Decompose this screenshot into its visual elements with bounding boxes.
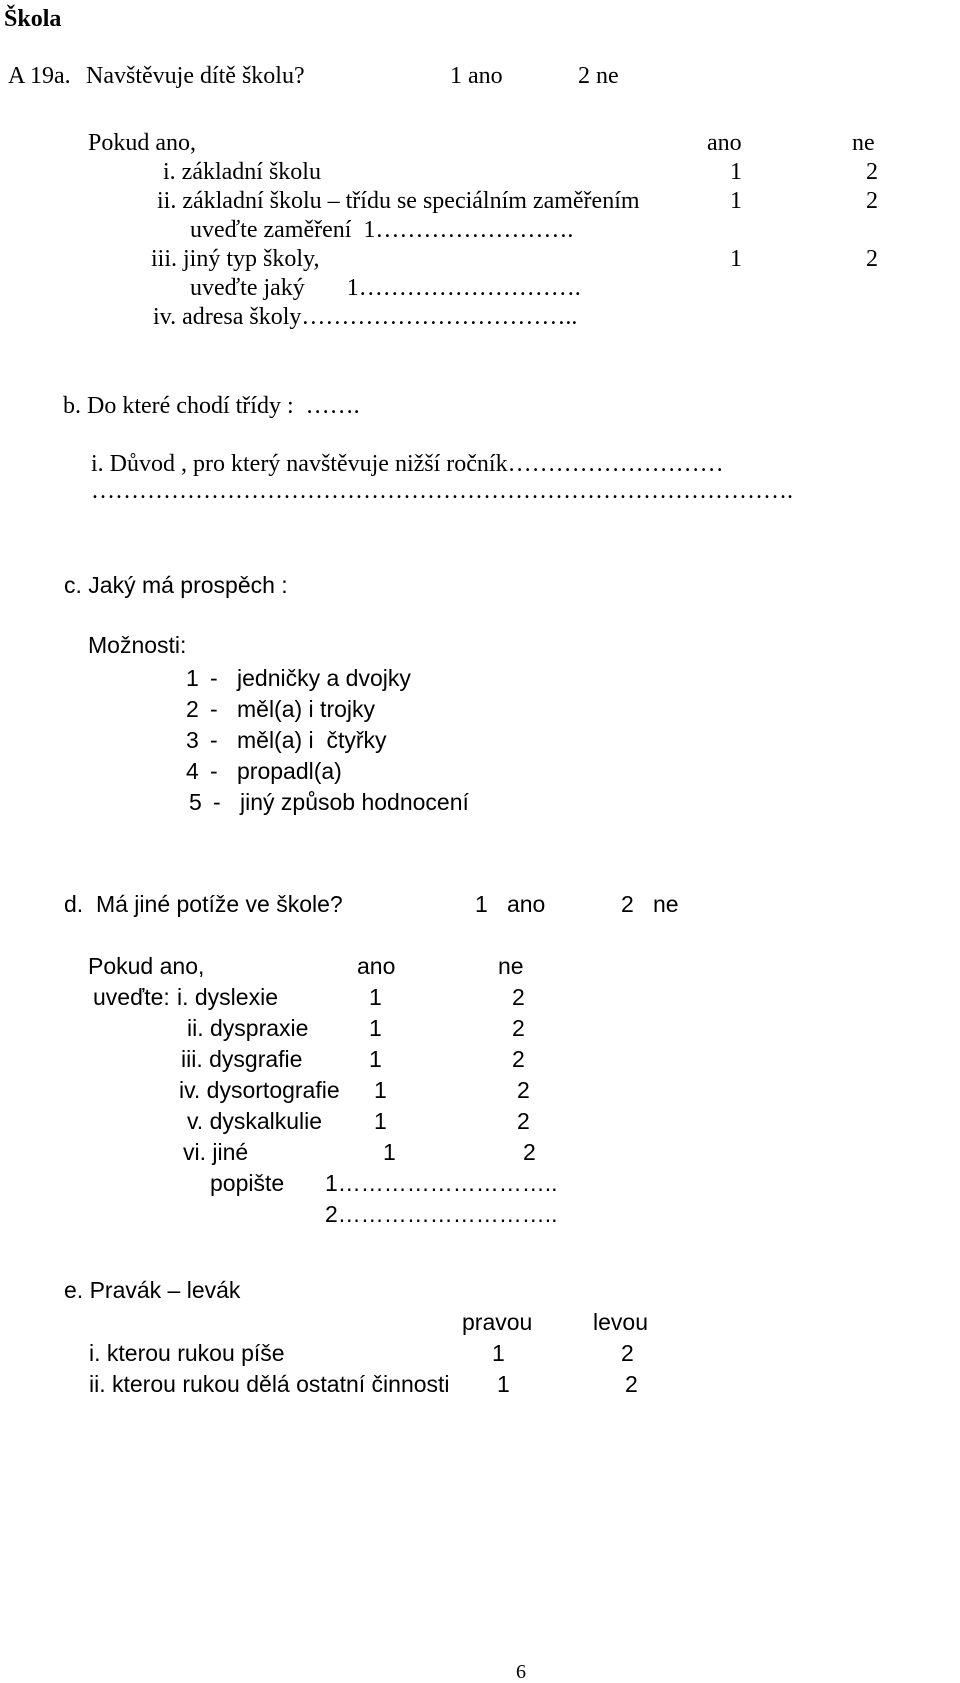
reason-continuation-line: ……………………………………………………………………………. [91,478,793,504]
difficulty-item-no: 2 [512,1015,525,1041]
school-item-label: ii. základní školu – třídu se speciálním zaměřením [157,188,640,214]
option-dash: - [210,758,218,784]
handedness-item-label: ii. kterou rukou dělá ostatní činnosti [89,1371,450,1397]
school-item-yes: 1 [730,188,742,214]
options-heading: Možnosti: [88,632,187,658]
difficulty-item-yes: 1 [369,1015,382,1041]
option-text: jedničky a dvojky [237,665,411,691]
option-dash: - [210,665,218,691]
difficulty-item-label: iii. dysgrafie [181,1046,303,1072]
school-address-line: iv. adresa školy…………………………….. [153,304,578,330]
column-header-yes: ano [707,130,742,156]
specify-label: uveďte: [93,984,170,1010]
specify-type-line: uveďte jaký 1………………………. [190,275,581,301]
if-yes-label: Pokud ano, [88,130,196,156]
page-number: 6 [516,1661,526,1683]
option-number: 2 [186,696,199,722]
handedness-item-left: 2 [621,1340,634,1366]
class-question: b. Do které chodí třídy : ……. [63,393,360,419]
reason-lower-grade: i. Důvod , pro který navštěvuje nižší ročník……………………… [91,451,724,477]
option-dash: - [210,696,218,722]
answer-option-no: 2 ne [621,891,679,917]
describe-label: popište [210,1170,285,1196]
difficulty-item-yes: 1 [369,984,382,1010]
question-text: Navštěvuje dítě školu? [86,63,305,89]
answer-option-yes: 1 ano [475,891,546,917]
difficulty-item-yes: 1 [383,1139,396,1165]
school-item-no: 2 [866,246,878,272]
column-header-right: pravou [462,1309,533,1335]
option-dash: - [213,789,221,815]
difficulty-item-no: 2 [512,984,525,1010]
handedness-item-left: 2 [625,1371,638,1397]
specify-focus-line: uveďte zaměření 1……………………. [190,217,574,243]
school-item-label: iii. jiný typ školy, [151,246,320,272]
option-number: 3 [186,727,199,753]
difficulty-item-no: 2 [517,1108,530,1134]
difficulty-item-yes: 1 [369,1046,382,1072]
school-item-yes: 1 [730,246,742,272]
column-header-yes: ano [357,953,396,979]
describe-line-2: 2……………………….. [325,1201,558,1227]
school-item-no: 2 [866,188,878,214]
column-header-left: levou [593,1309,648,1335]
option-text: jiný způsob hodnocení [240,789,469,815]
option-dash: - [210,727,218,753]
column-header-no: ne [852,130,875,156]
difficulty-item-no: 2 [517,1077,530,1103]
other-difficulties-question: d. Má jiné potíže ve škole? [64,891,343,917]
answer-option-yes: 1 ano [450,63,503,89]
school-item-yes: 1 [730,159,742,185]
option-number: 4 [186,758,199,784]
handedness-question: e. Pravák – levák [64,1277,241,1303]
difficulty-item-label: ii. dyspraxie [187,1015,309,1041]
option-text: měl(a) i čtyřky [237,727,387,753]
difficulty-item-label: iv. dysortografie [179,1077,340,1103]
difficulty-item-label: vi. jiné [183,1139,249,1165]
grades-question: c. Jaký má prospěch : [64,572,288,598]
difficulty-item-yes: 1 [374,1108,387,1134]
difficulty-item-yes: 1 [374,1077,387,1103]
answer-option-no: 2 ne [578,63,619,89]
difficulty-item-label: i. dyslexie [177,984,278,1010]
if-yes-label: Pokud ano, [88,953,205,979]
handedness-item-right: 1 [497,1371,510,1397]
question-label: A 19a. [8,63,71,89]
option-text: měl(a) i trojky [237,696,376,722]
option-text: propadl(a) [237,758,342,784]
difficulty-item-no: 2 [523,1139,536,1165]
school-item-no: 2 [866,159,878,185]
handedness-item-right: 1 [492,1340,505,1366]
difficulty-item-label: v. dyskalkulie [187,1108,323,1134]
option-number: 5 [189,789,202,815]
difficulty-item-no: 2 [512,1046,525,1072]
school-item-label: i. základní školu [163,159,321,185]
handedness-item-label: i. kterou rukou píše [89,1340,285,1366]
column-header-no: ne [498,953,524,979]
option-number: 1 [186,665,199,691]
describe-line-1: 1……………………….. [325,1170,558,1196]
page-title: Škola [4,6,62,32]
